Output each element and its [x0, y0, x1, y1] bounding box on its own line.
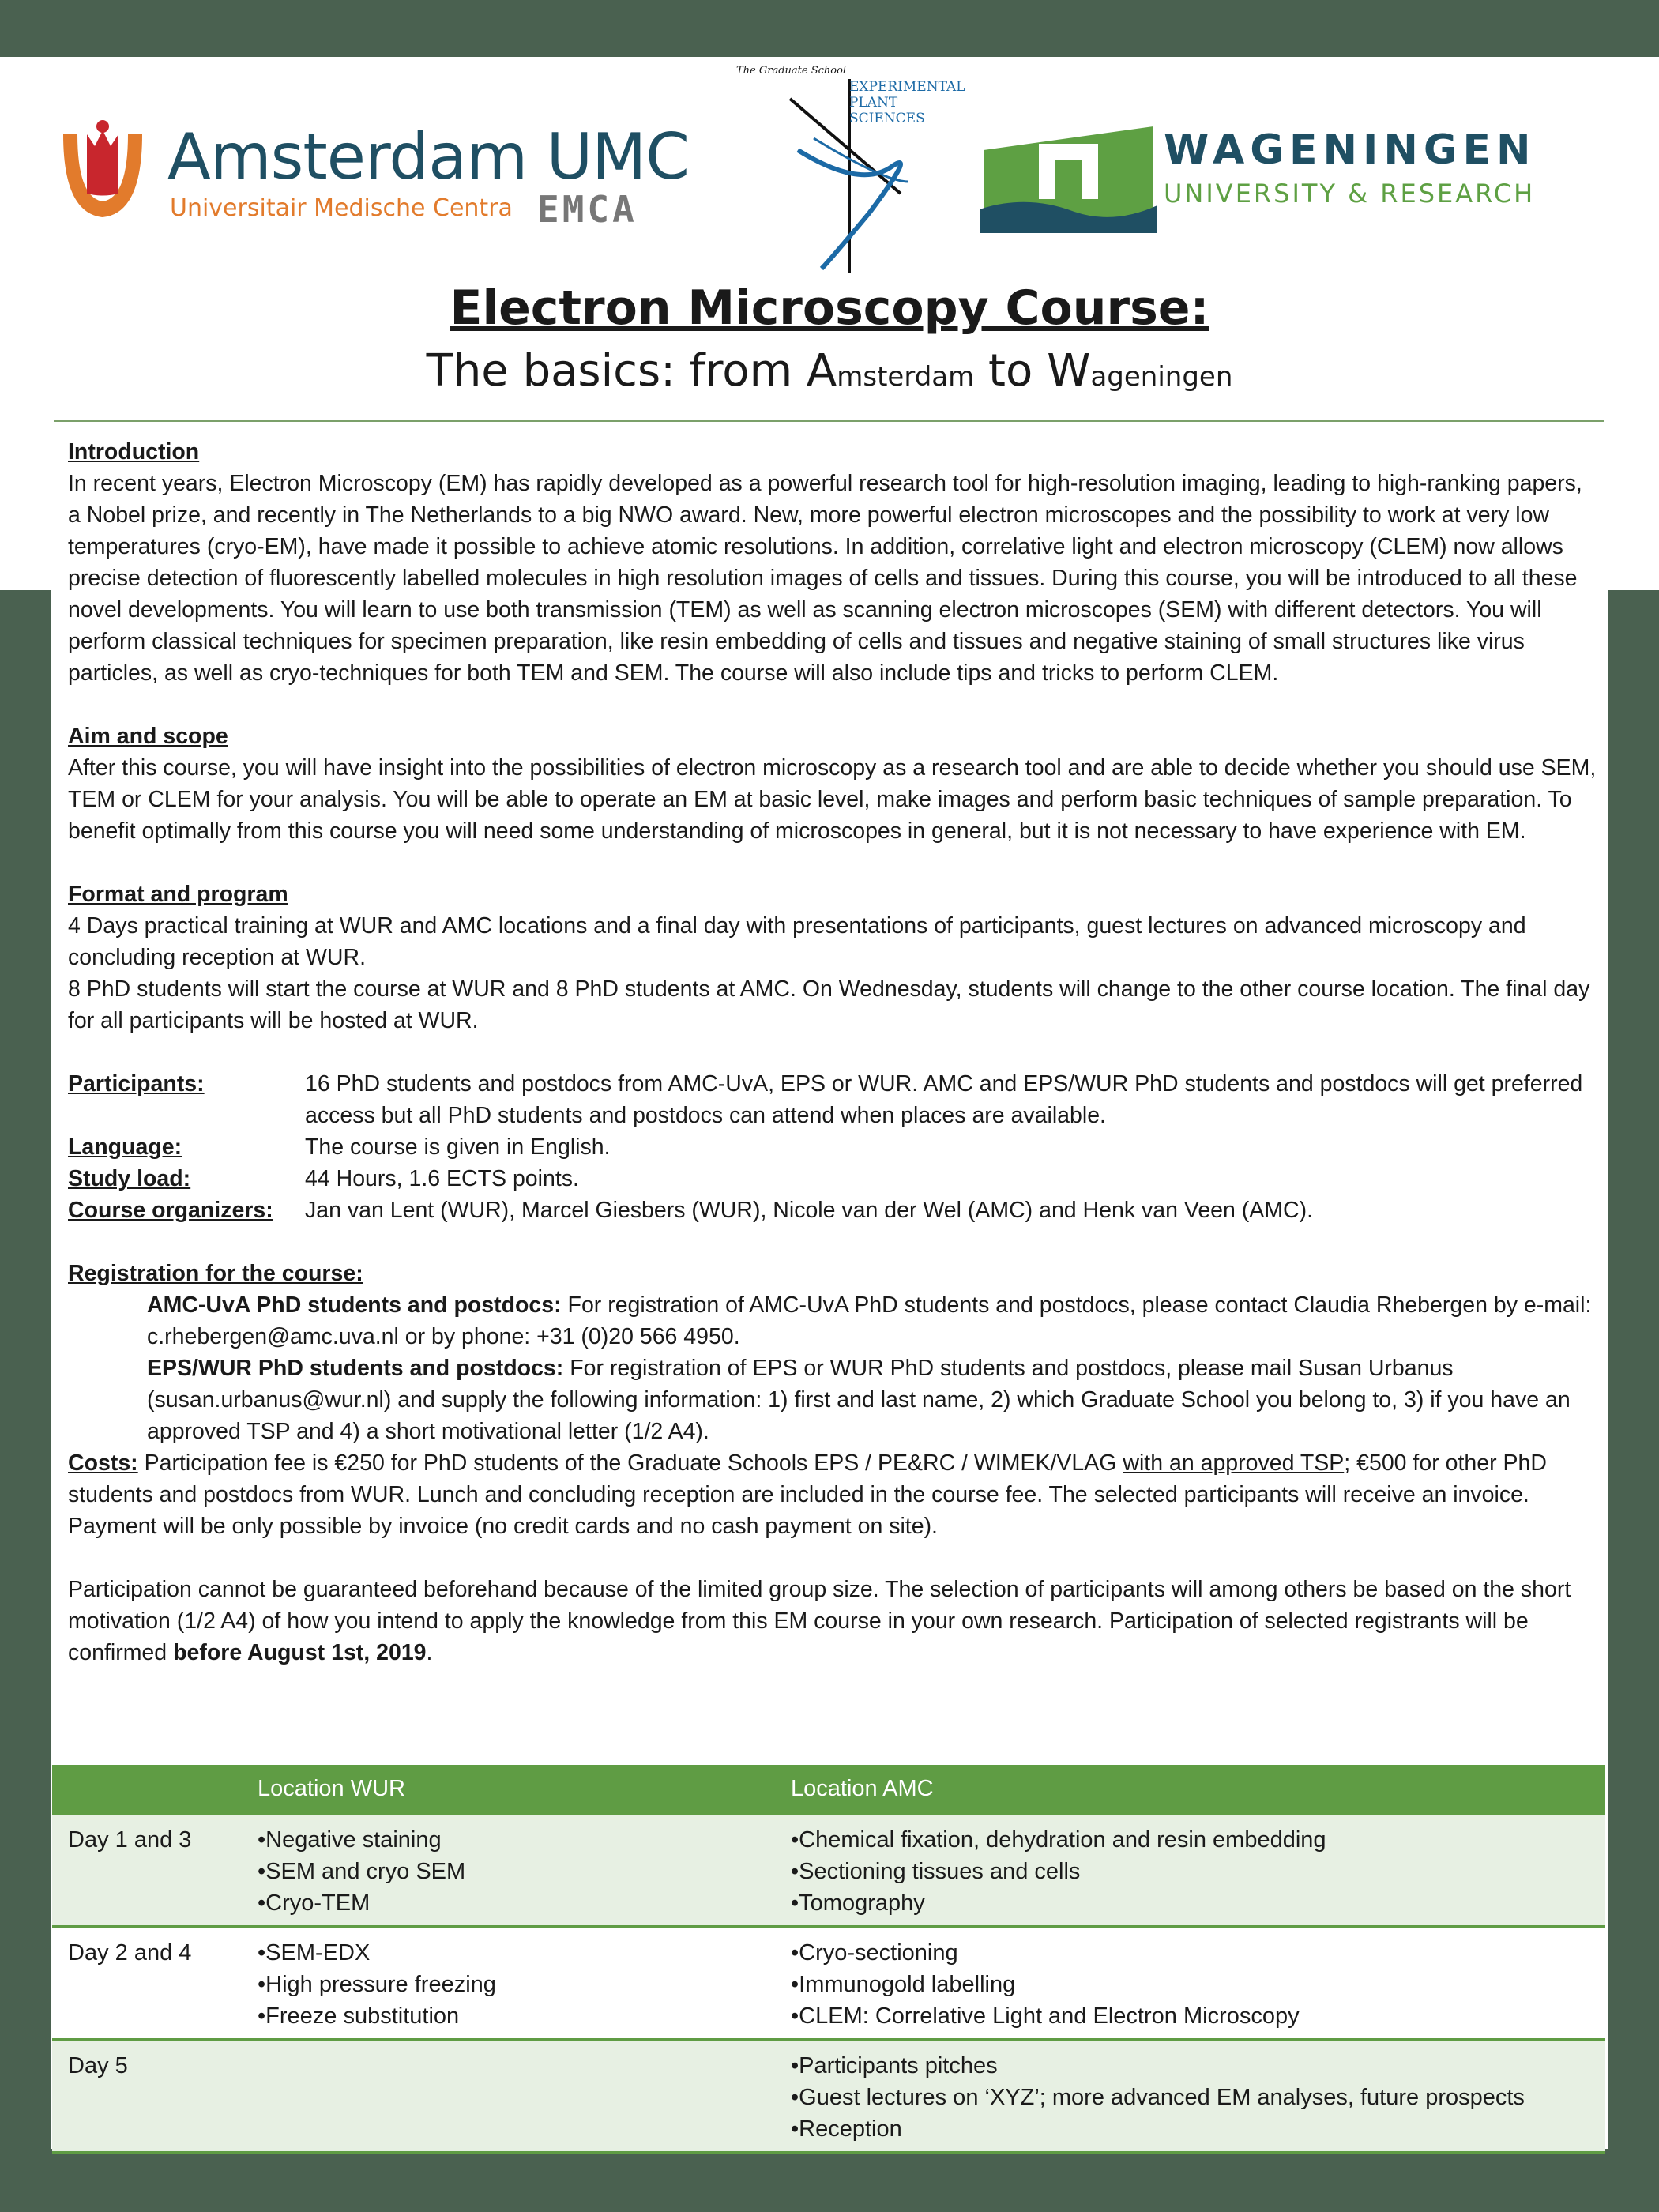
- registration-heading: Registration for the course:: [68, 1261, 363, 1286]
- title-divider: [54, 420, 1604, 422]
- amc-tulip-logo: [55, 118, 150, 221]
- schedule-item: • Guest lectures on ‘XYZ’; more advanced EM analyses, future prospects: [791, 2082, 1605, 2113]
- schedule-day: Day 1 and 3: [52, 1814, 258, 1927]
- language-row: [68, 1131, 1601, 1163]
- amc-logo-name: Amsterdam UMC: [167, 120, 690, 194]
- format-text-1: 4 Days practical training at WUR and AMC locations and a final day with presentations of participants, guest lectures on advanced microscopy and concluding reception at WUR.: [68, 913, 1526, 970]
- organizers-label: Course organizers:: [68, 1198, 273, 1223]
- schedule-day: Day 5: [52, 2040, 258, 2153]
- organizers-value: Jan van Lent (WUR), Marcel Giesbers (WUR), Nicole van der Wel (AMC) and Henk van Veen (AMC).: [305, 1198, 1314, 1223]
- eps-logo-name: EXPERIMENTAL PLANT SCIENCES: [849, 79, 965, 126]
- wur-logo-subtitle: UNIVERSITY & RESEARCH: [1164, 179, 1536, 209]
- eps-graduate-school-label: The Graduate School: [736, 65, 847, 77]
- aim-text: After this course, you will have insight into the possibilities of electron microscopy as a research tool and are able to decide whether you should use SEM, TEM or CLEM for your analysis. You will be able to operate an EM at basic level, make images and perform basic techniques of sample preparation. To benefit optimally from this course you will need some understanding of microscopes in general, but it is not necessary to have experience with EM.: [68, 755, 1597, 844]
- wur-logo-name: WAGENINGEN: [1164, 126, 1537, 174]
- schedule-item: • SEM and cryo SEM: [258, 1856, 775, 1887]
- schedule-cell-wur: [258, 1814, 775, 1927]
- course-description: [68, 436, 1601, 1668]
- schedule-cell-amc: [775, 1814, 1605, 1927]
- schedule-item: • Participants pitches: [791, 2050, 1605, 2082]
- format-heading: Format and program: [68, 882, 288, 907]
- schedule-header-wur: Location WUR: [258, 1765, 775, 1814]
- schedule-header-row: [52, 1765, 1605, 1814]
- schedule-row: [52, 1814, 1605, 1927]
- schedule-cell-amc: [775, 1927, 1605, 2040]
- schedule-item: • Immunogold labelling: [791, 1969, 1605, 2000]
- language-value: The course is given in English.: [305, 1134, 611, 1160]
- schedule-header-day: [52, 1765, 258, 1814]
- schedule-item: • High pressure freezing: [258, 1969, 775, 2000]
- schedule-item: • SEM-EDX: [258, 1937, 775, 1969]
- schedule-item: • Sectioning tissues and cells: [791, 1856, 1605, 1887]
- schedule-row: [52, 2040, 1605, 2153]
- schedule-item: • Negative staining: [258, 1824, 775, 1856]
- schedule-cell-amc: [775, 2040, 1605, 2153]
- page-subtitle: The basics: from Amsterdam to Wageningen: [426, 345, 1233, 397]
- participants-label: Participants:: [68, 1071, 205, 1097]
- schedule-cell-wur: [258, 1927, 775, 2040]
- schedule-header-amc: Location AMC: [775, 1765, 1605, 1814]
- participants-row: [68, 1068, 1601, 1131]
- schedule-cell-wur: [258, 2040, 775, 2153]
- schedule-item: • CLEM: Correlative Light and Electron Microscopy: [791, 2000, 1605, 2032]
- intro-text: In recent years, Electron Microscopy (EM) has rapidly developed as a powerful research tool for high-resolution imaging, leading to high-ranking papers, a Nobel prize, and recently in The Netherlands to a big NWO award. New, more powerful electron microscopes and the possibility to work at very low temperatures (cryo-EM), have made it possible to achieve atomic resolutions. In addition, correlative light and electron microscopy (CLEM) now allows precise detection of fluorescently labelled molecules in high resolution images of cells and tissues. During this course, you will be introduced to all these novel developments. You will learn to use both transmission (TEM) as well as scanning electron microscopes (SEM) with different detectors. You will perform classical techniques for specimen preparation, like resin embedding of cells and tissues and negative staining of small structures like virus particles, as well as cryo-techniques for both TEM and SEM. The course will also include tips and tricks to perform CLEM.: [68, 471, 1582, 686]
- intro-heading: Introduction: [68, 439, 200, 465]
- top-band: [0, 0, 1659, 57]
- study-load-row: [68, 1163, 1601, 1194]
- study-load-value: 44 Hours, 1.6 ECTS points.: [305, 1166, 579, 1191]
- language-label: Language:: [68, 1134, 182, 1160]
- schedule-item: • Reception: [791, 2113, 1605, 2145]
- schedule-item: • Cryo-sectioning: [791, 1937, 1605, 1969]
- costs-text: Costs: Participation fee is €250 for PhD students of the Graduate Schools EPS / PE&RC / WIMEK/VLAG with an approved TSP; €500 for other PhD students and postdocs from WUR. Lunch and concluding reception are included in the course fee. The selected participants will receive an invoice. Payment will be only possible by invoice (no credit cards and no cash payment on site).: [68, 1450, 1547, 1539]
- emca-logo: EMCA: [537, 188, 638, 231]
- registration-amc: AMC-UvA PhD students and postdocs: For registration of AMC-UvA PhD students and postdocs, please contact Claudia Rhebergen by e-mail: c.rhebergen@amc.uva.nl or by phone: +31 (0)20 566 4950.: [147, 1292, 1592, 1349]
- selection-text: Participation cannot be guaranteed beforehand because of the limited group size. The selection of participants will among others be based on the short motivation (1/2 A4) of how you intend to apply the knowledge from this EM course in your own research. Participation of selected registrants will be confirmed before August 1st, 2019.: [68, 1577, 1571, 1665]
- amc-logo-subtitle: Universitair Medische Centra: [170, 194, 513, 222]
- format-text-2: 8 PhD students will start the course at WUR and 8 PhD students at AMC. On Wednesday, students will change to the other course location. The final day for all participants will be hosted at WUR.: [68, 976, 1590, 1033]
- schedule-item: • Tomography: [791, 1887, 1605, 1919]
- organizers-row: [68, 1194, 1601, 1226]
- schedule-table: [52, 1765, 1605, 2154]
- registration-eps: EPS/WUR PhD students and postdocs: For registration of EPS or WUR PhD students and postdocs, please mail Susan Urbanus (susan.urbanus@wur.nl) and supply the following information: 1) first and last name, 2) which Graduate School you belong to, 3) if you have an approved TSP and 4) a short motivational letter (1/2 A4).: [147, 1356, 1571, 1444]
- participants-value: 16 PhD students and postdocs from AMC-UvA, EPS or WUR. AMC and EPS/WUR PhD students and postdocs will get preferred access but all PhD students and postdocs can attend when places are available.: [305, 1071, 1583, 1128]
- schedule-item: • Chemical fixation, dehydration and resin embedding: [791, 1824, 1605, 1856]
- schedule-day: Day 2 and 4: [52, 1927, 258, 2040]
- schedule-item: • Freeze substitution: [258, 2000, 775, 2032]
- page-title: Electron Microscopy Course:: [450, 280, 1209, 336]
- schedule-row: [52, 1927, 1605, 2040]
- study-load-label: Study load:: [68, 1166, 191, 1191]
- schedule-item: • Cryo-TEM: [258, 1887, 775, 1919]
- aim-heading: Aim and scope: [68, 724, 228, 749]
- wur-logo: [980, 118, 1157, 233]
